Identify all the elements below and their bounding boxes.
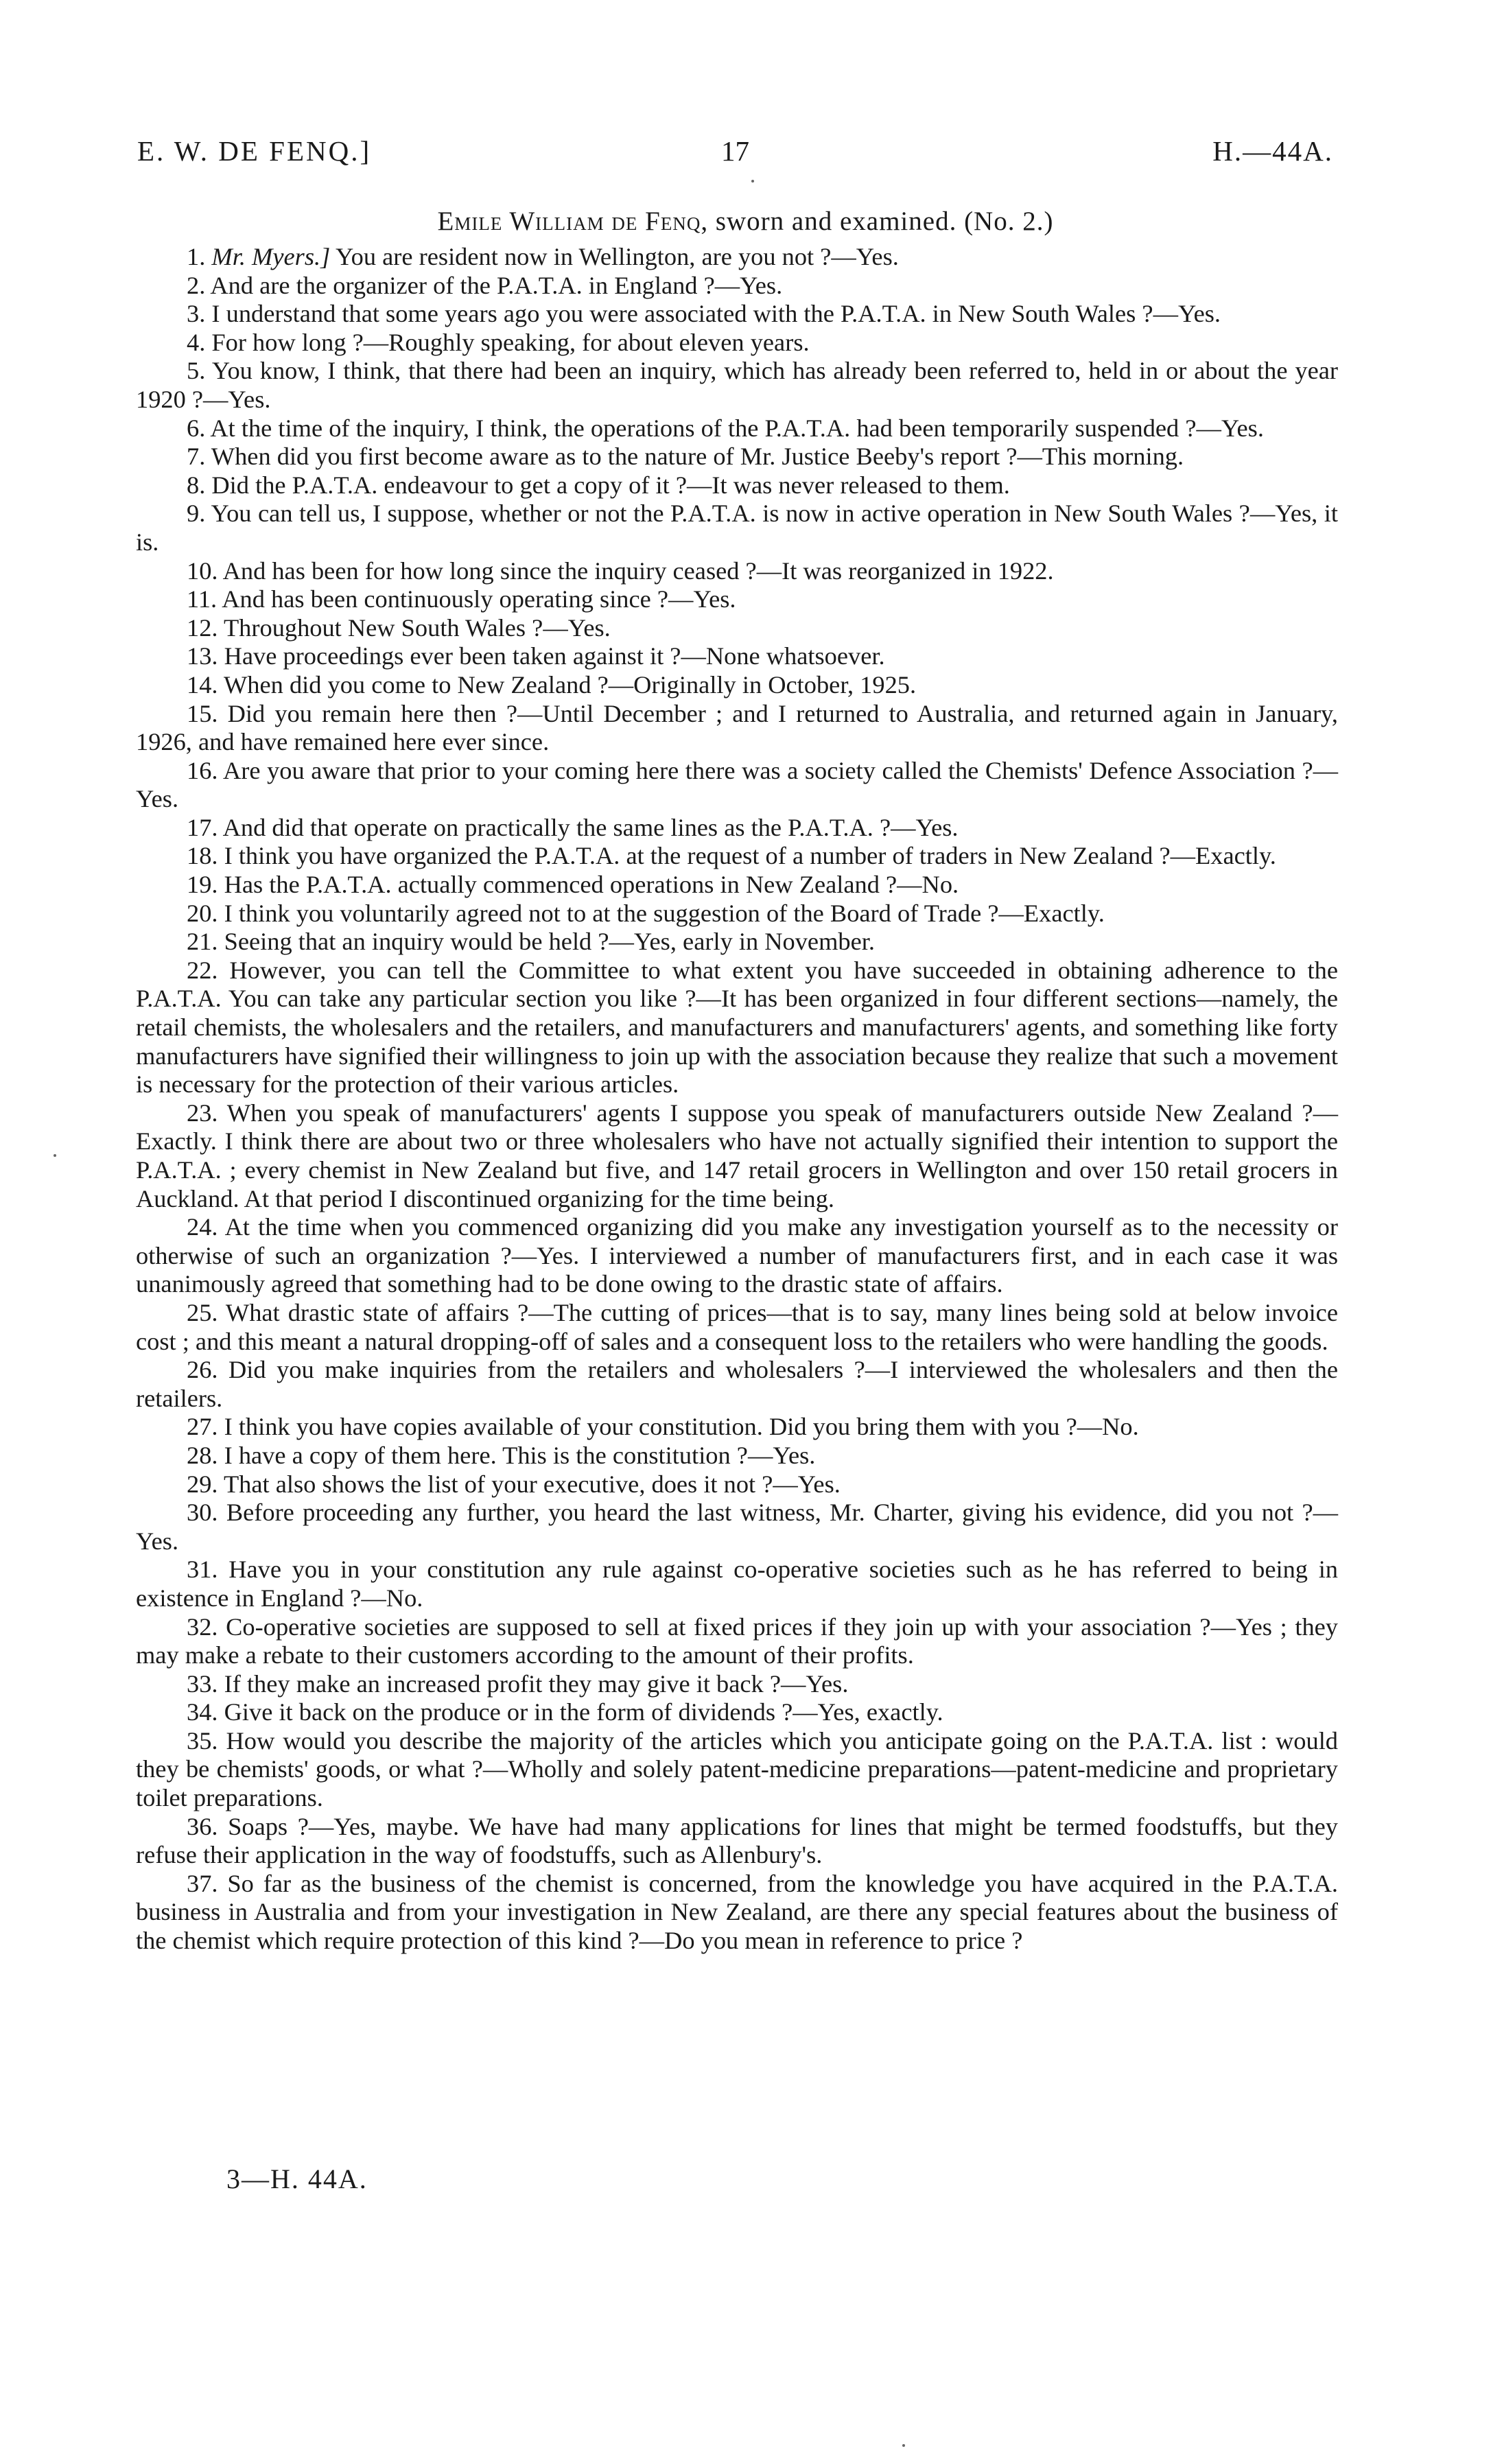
question-answer-3: [136, 300, 1338, 329]
question-number: 6.: [187, 414, 206, 442]
question-answer-text: At the time of the inquiry, I think, the operations of the P.A.T.A. had been temporarily suspended ?—Yes.: [210, 414, 1264, 442]
question-number: 17.: [187, 813, 218, 841]
question-answer-24: [136, 1213, 1338, 1299]
question-number: 26.: [187, 1356, 218, 1384]
question-number: 15.: [187, 699, 218, 727]
question-answer-text: I understand that some years ago you were associated with the P.A.T.A. in New South Wales ?—Yes.: [211, 300, 1221, 328]
question-answer-18: [136, 842, 1338, 871]
question-answer-text: You are resident now in Wellington, are you not ?—Yes.: [336, 243, 899, 270]
print-speck: [751, 180, 754, 183]
question-answer-33: [136, 1670, 1338, 1699]
question-answer-text: And are the organizer of the P.A.T.A. in England ?—Yes.: [210, 271, 783, 299]
question-answer-text: Has the P.A.T.A. actually commenced operations in New Zealand ?—No.: [224, 871, 959, 899]
question-answer-text: Co-operative societies are supposed to sell at fixed prices if they join up with your association ?—Yes ; they may make a rebate to their customers according to the amount of their profits.: [136, 1612, 1338, 1669]
question-answer-text: For how long ?—Roughly speaking, for about eleven years.: [211, 328, 810, 356]
question-answer-6: [136, 414, 1338, 443]
print-speck: [54, 1154, 56, 1157]
question-answer-32: [136, 1613, 1338, 1670]
question-answer-8: [136, 471, 1338, 500]
question-number: 3.: [187, 300, 206, 328]
question-answer-text: When did you come to New Zealand ?—Originally in October, 1925.: [223, 670, 917, 699]
question-number: 36.: [187, 1812, 218, 1840]
question-number: 24.: [187, 1213, 218, 1241]
question-answer-19: [136, 871, 1338, 900]
question-number: 20.: [187, 899, 218, 927]
question-answer-text: How would you describe the majority of the articles which you anticipate going on the P.A.T.A. list : would they be chemists' goods, or what ?—Wholly and solely patent-medicine preparations—patent-medicine and proprietary toilet preparations.: [136, 1726, 1338, 1812]
question-number: 2.: [187, 271, 206, 299]
question-number: 9.: [187, 500, 206, 528]
question-number: 31.: [187, 1556, 218, 1584]
question-number: 7.: [187, 443, 206, 471]
question-answer-14: [136, 671, 1338, 700]
question-number: 1.: [187, 243, 206, 270]
question-number: 21.: [187, 928, 218, 956]
print-speck: [902, 2444, 905, 2447]
examination-text: [136, 243, 1338, 1956]
question-answer-25: [136, 1299, 1338, 1356]
question-answer-16: [136, 757, 1338, 814]
question-answer-text: Have you in your constitution any rule against co-operative societies such as he has referred to being in existence in England ?—No.: [136, 1556, 1338, 1612]
question-number: 28.: [187, 1441, 218, 1469]
question-number: 37.: [187, 1869, 218, 1897]
question-answer-text: Did the P.A.T.A. endeavour to get a copy of it ?—It was never released to them.: [211, 471, 1010, 499]
question-answer-text: Give it back on the produce or in the form of dividends ?—Yes, exactly.: [224, 1698, 943, 1726]
printer-signature: 3—H. 44A.: [226, 2163, 368, 2194]
question-answer-text: When you speak of manufacturers' agents I suppose you speak of manufacturers outside New Zealand ?—Exactly. I think there are about two or three wholesalers who have not actually signified their intention to support the P.A.T.A. ; every chemist in New Zealand but five, and 147 retail grocers in Wellington and over 150 retail grocers in Auckland. At that period I discontinued organizing for the time being.: [136, 1099, 1338, 1212]
question-answer-5: [136, 357, 1338, 414]
question-answer-text: Did you make inquiries from the retailers and wholesalers ?—I interviewed the wholesalers and then the retailers.: [136, 1356, 1338, 1412]
question-answer-text: Soaps ?—Yes, maybe. We have had many applications for lines that might be termed foodstuffs, but they refuse their application in the way of foodstuffs, such as Allenbury's.: [136, 1812, 1338, 1869]
question-answer-text: Did you remain here then ?—Until December ; and I returned to Australia, and returned again in January, 1926, and have remained here ever since.: [136, 699, 1338, 756]
question-answer-text: You can tell us, I suppose, whether or not the P.A.T.A. is now in active operation in New South Wales ?—Yes, it is.: [136, 500, 1339, 556]
question-number: 5.: [187, 357, 206, 385]
header-paper-reference: H.—44A.: [1212, 135, 1333, 167]
question-answer-11: [136, 585, 1338, 614]
question-answer-text: I think you have copies available of your constitution. Did you bring them with you ?—No.: [224, 1413, 1139, 1441]
question-number: 11.: [187, 585, 218, 613]
question-answer-text: Are you aware that prior to your coming here there was a society called the Chemists' Defence Association ?—Yes.: [136, 756, 1338, 813]
question-answer-1: [136, 243, 1338, 272]
question-answer-text: That also shows the list of your executive, does it not ?—Yes.: [223, 1470, 841, 1498]
question-number: 34.: [187, 1698, 218, 1726]
question-number: 32.: [187, 1612, 218, 1641]
question-number: 12.: [187, 613, 218, 642]
question-number: 13.: [187, 642, 218, 670]
question-answer-text: If they make an increased profit they may give it back ?—Yes.: [224, 1669, 849, 1698]
question-answer-text: You know, I think, that there had been an inquiry, which has already been referred to, held in or about the year 1920 ?—Yes.: [136, 357, 1338, 413]
question-number: 8.: [187, 471, 206, 499]
question-answer-text: And has been for how long since the inquiry ceased ?—It was reorganized in 1922.: [222, 556, 1054, 585]
question-number: 23.: [187, 1099, 218, 1127]
question-answer-31: [136, 1556, 1338, 1612]
question-answer-text: And has been continuously operating since ?—Yes.: [222, 585, 736, 613]
question-answer-4: [136, 329, 1338, 357]
question-number: 19.: [187, 871, 218, 899]
question-answer-text: I have a copy of them here. This is the constitution ?—Yes.: [224, 1441, 816, 1469]
question-answer-text: And did that operate on practically the same lines as the P.A.T.A. ?—Yes.: [222, 813, 959, 841]
question-answer-2: [136, 272, 1338, 301]
question-answer-text: So far as the business of the chemist is concerned, from the knowledge you have acquired in the P.A.T.A. business in Australia and from your investigation in New Zealand, are there any special features about the business of the chemist which require protection of this kind ?—Do you mean in reference to price ?: [136, 1869, 1338, 1955]
question-answer-text: At the time when you commenced organizing did you make any investigation yourself as to the necessity or otherwise of such an organization ?—Yes. I interviewed a number of manufacturers first, and in each case it was unanimously agreed that something had to be done owing to the drastic state of affairs.: [136, 1213, 1338, 1298]
question-answer-text: I think you voluntarily agreed not to at the suggestion of the Board of Trade ?—Exactly.: [224, 899, 1105, 927]
question-answer-text: Throughout New South Wales ?—Yes.: [223, 613, 611, 642]
question-answer-15: [136, 700, 1338, 757]
question-number: 16.: [187, 756, 218, 784]
question-answer-text: What drastic state of affairs ?—The cutting of prices—that is to say, many lines being sold at below invoice cost ; and this meant a natural dropping-off of sales and a consequent loss to the retailers who were handling the goods.: [136, 1298, 1338, 1355]
question-answer-13: [136, 642, 1338, 671]
question-answer-text: I think you have organized the P.A.T.A. at the request of a number of traders in New Zealand ?—Exactly.: [224, 842, 1276, 870]
page-number: 17: [721, 135, 749, 167]
question-answer-23: [136, 1099, 1338, 1213]
question-answer-36: [136, 1813, 1338, 1870]
question-answer-20: [136, 900, 1338, 928]
witness-heading: [0, 206, 1491, 237]
question-number: 22.: [187, 956, 218, 984]
question-answer-21: [136, 928, 1338, 957]
question-answer-text: When did you first become aware as to the nature of Mr. Justice Beeby's report ?—This morning.: [211, 443, 1184, 471]
question-answer-7: [136, 443, 1338, 471]
question-answer-37: [136, 1870, 1338, 1956]
question-answer-26: [136, 1356, 1338, 1413]
witness-name: Emile William de Fenq,: [437, 207, 709, 236]
question-number: 4.: [187, 328, 206, 356]
question-answer-text: However, you can tell the Committee to what extent you have succeeded in obtaining adherence to the P.A.T.A. You can take any particular section you like ?—It has been organized in four different sections—namely, the retail chemists, the wholesalers and the retailers, and manufacturers and manufacturers' agents, and something like forty manufacturers have signified their willingness to join up with the association because they realize that such a movement is necessary for the protection of their various articles.: [136, 956, 1338, 1099]
question-number: 14.: [187, 670, 218, 699]
question-answer-28: [136, 1442, 1338, 1470]
witness-sworn-note: sworn and examined. (No. 2.): [715, 207, 1054, 236]
question-number: 27.: [187, 1413, 218, 1441]
question-number: 18.: [187, 842, 218, 870]
question-answer-9: [136, 500, 1338, 556]
question-answer-text: Before proceeding any further, you heard the last witness, Mr. Charter, giving his evidence, did you not ?—Yes.: [136, 1499, 1338, 1555]
question-answer-30: [136, 1499, 1338, 1556]
question-number: 25.: [187, 1298, 218, 1326]
question-answer-22: [136, 957, 1338, 1099]
question-answer-34: [136, 1698, 1338, 1727]
header-witness: E. W. DE FENQ.]: [137, 135, 372, 167]
question-number: 30.: [187, 1499, 218, 1527]
question-number: 29.: [187, 1470, 218, 1498]
question-answer-29: [136, 1470, 1338, 1499]
question-number: 33.: [187, 1669, 218, 1698]
question-answer-12: [136, 614, 1338, 643]
question-answer-27: [136, 1413, 1338, 1442]
question-answer-17: [136, 814, 1338, 843]
question-answer-text: Seeing that an inquiry would be held ?—Yes, early in November.: [224, 928, 875, 956]
question-answer-35: [136, 1727, 1338, 1813]
examiner-name: Mr. Myers.]: [211, 243, 331, 270]
question-number: 35.: [187, 1726, 218, 1755]
page-header: [137, 134, 1333, 176]
question-answer-text: Have proceedings ever been taken against it ?—None whatsoever.: [224, 642, 885, 670]
question-answer-10: [136, 557, 1338, 586]
question-number: 10.: [187, 556, 218, 585]
